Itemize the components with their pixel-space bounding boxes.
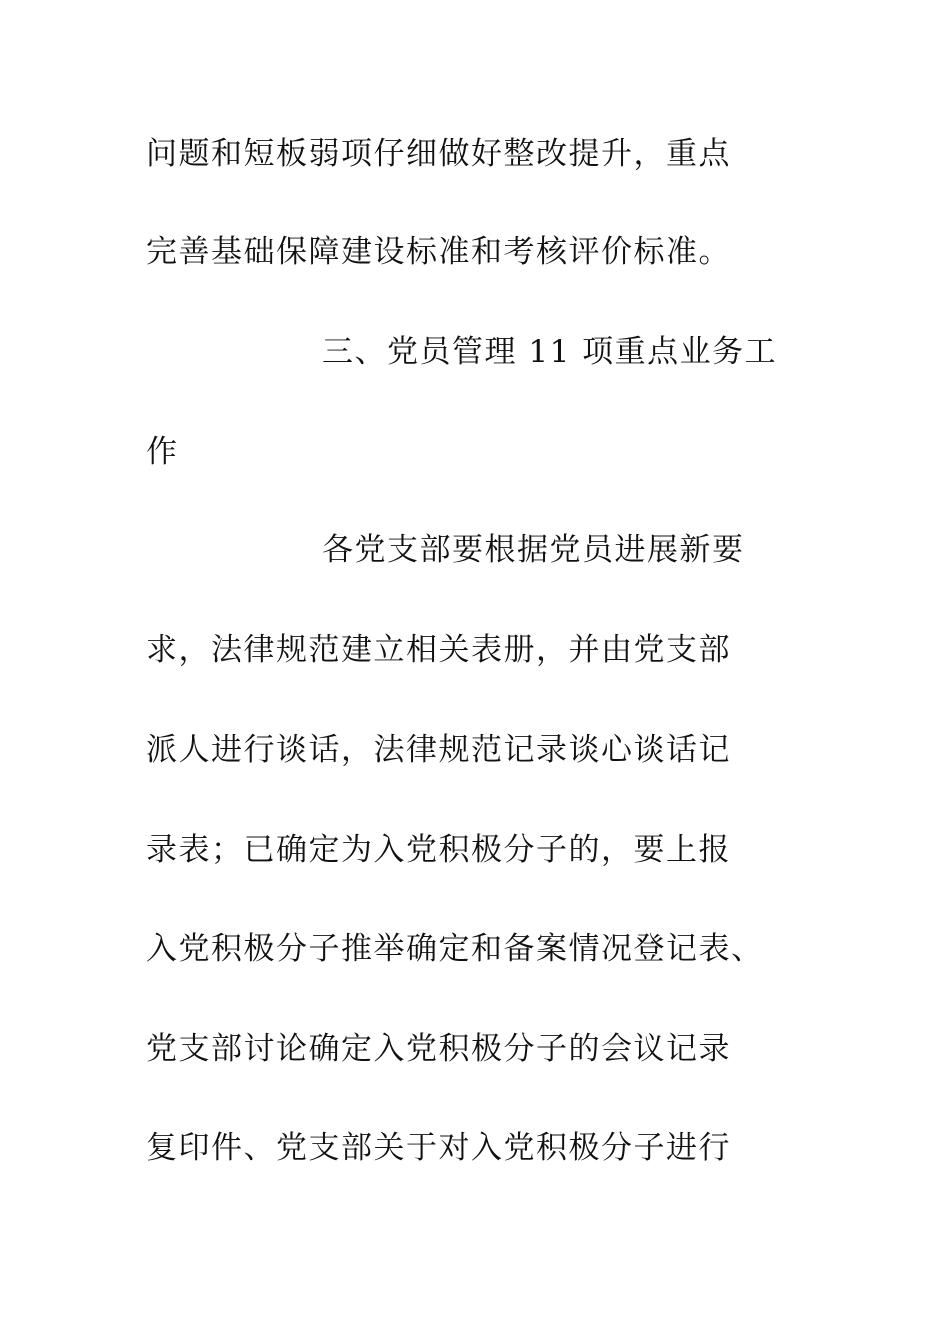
paragraph-2-line-5: 入党积极分子推举确定和备案情况登记表、 bbox=[146, 931, 764, 967]
section-heading-line-2: 作 bbox=[146, 434, 179, 470]
paragraph-2-line-3: 派人进行谈话，法律规范记录谈心谈话记 bbox=[146, 732, 731, 768]
section-heading-line-1: 三、党员管理 11 项重点业务工 bbox=[322, 334, 778, 370]
paragraph-1-line-1: 问题和短板弱项仔细做好整改提升，重点 bbox=[146, 136, 731, 172]
paragraph-2-line-2: 求，法律规范建立相关表册，并由党支部 bbox=[146, 632, 731, 668]
paragraph-2-line-1: 各党支部要根据党员进展新要 bbox=[322, 532, 745, 568]
paragraph-2-line-6: 党支部讨论确定入党积极分子的会议记录 bbox=[146, 1031, 731, 1067]
paragraph-1-line-2: 完善基础保障建设标准和考核评价标准。 bbox=[146, 234, 731, 270]
paragraph-2-line-7: 复印件、党支部关于对入党积极分子进行 bbox=[146, 1130, 731, 1166]
paragraph-2-line-4: 录表；已确定为入党积极分子的，要上报 bbox=[146, 832, 731, 868]
